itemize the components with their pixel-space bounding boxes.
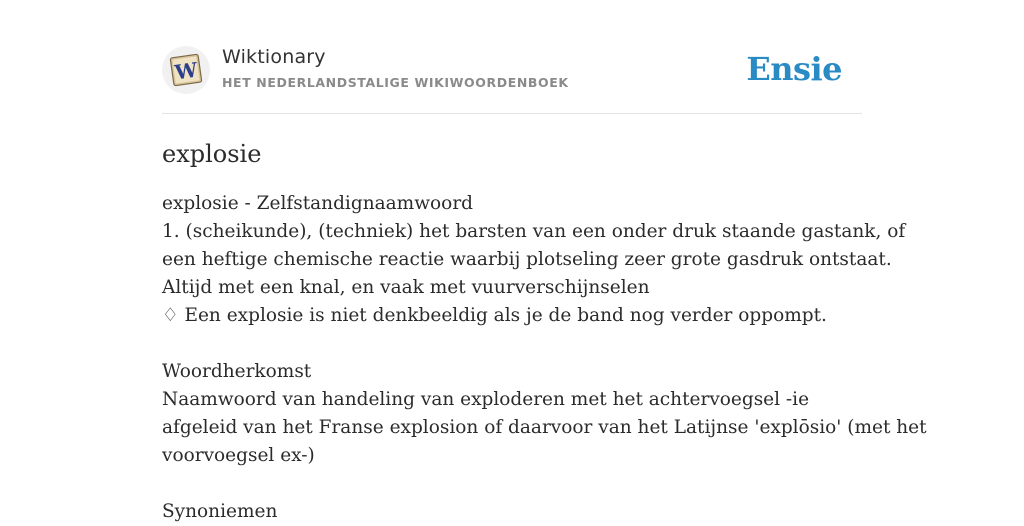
spacer — [162, 470, 862, 498]
spacer — [162, 330, 862, 358]
etymology-line: afgeleid van het Franse explosion of daarvoor van het Latijnse 'explōsio' (met het — [162, 417, 927, 438]
wiktionary-tile-icon — [168, 53, 204, 87]
example-line: ♢ Een explosie is niet denkbeeldig als je de band nog verder oppompt. — [162, 305, 827, 326]
definition-line: explosie - Zelfstandignaamwoord — [162, 193, 474, 214]
site-name[interactable]: Wiktionary — [222, 46, 326, 68]
etymology-heading: Woordherkomst — [162, 361, 312, 382]
definition-line: 1. (scheikunde), (techniek) het barsten van een onder druk staande gastank, of — [162, 221, 906, 242]
entry-content — [162, 190, 927, 526]
etymology-line: Naamwoord van handeling van exploderen met het achtervoegsel -ie — [162, 389, 810, 410]
definition-line: Altijd met een knal, en vaak met vuurverschijnselen — [162, 277, 650, 298]
entry-title: explosie — [162, 140, 262, 168]
page-container — [162, 0, 927, 526]
wiktionary-logo[interactable] — [162, 46, 210, 94]
site-header — [162, 0, 862, 114]
synonyms-heading: Synoniemen — [162, 501, 278, 522]
definition-line: een heftige chemische reactie waarbij plotseling zeer grote gasdruk ontstaat. — [162, 249, 892, 270]
etymology-line: voorvoegsel ex-) — [162, 445, 315, 466]
brand-logo[interactable]: Ensie — [746, 50, 842, 88]
logo-letter: W — [173, 57, 199, 85]
site-subtitle: HET NEDERLANDSTALIGE WIKIWOORDENBOEK — [222, 75, 569, 90]
